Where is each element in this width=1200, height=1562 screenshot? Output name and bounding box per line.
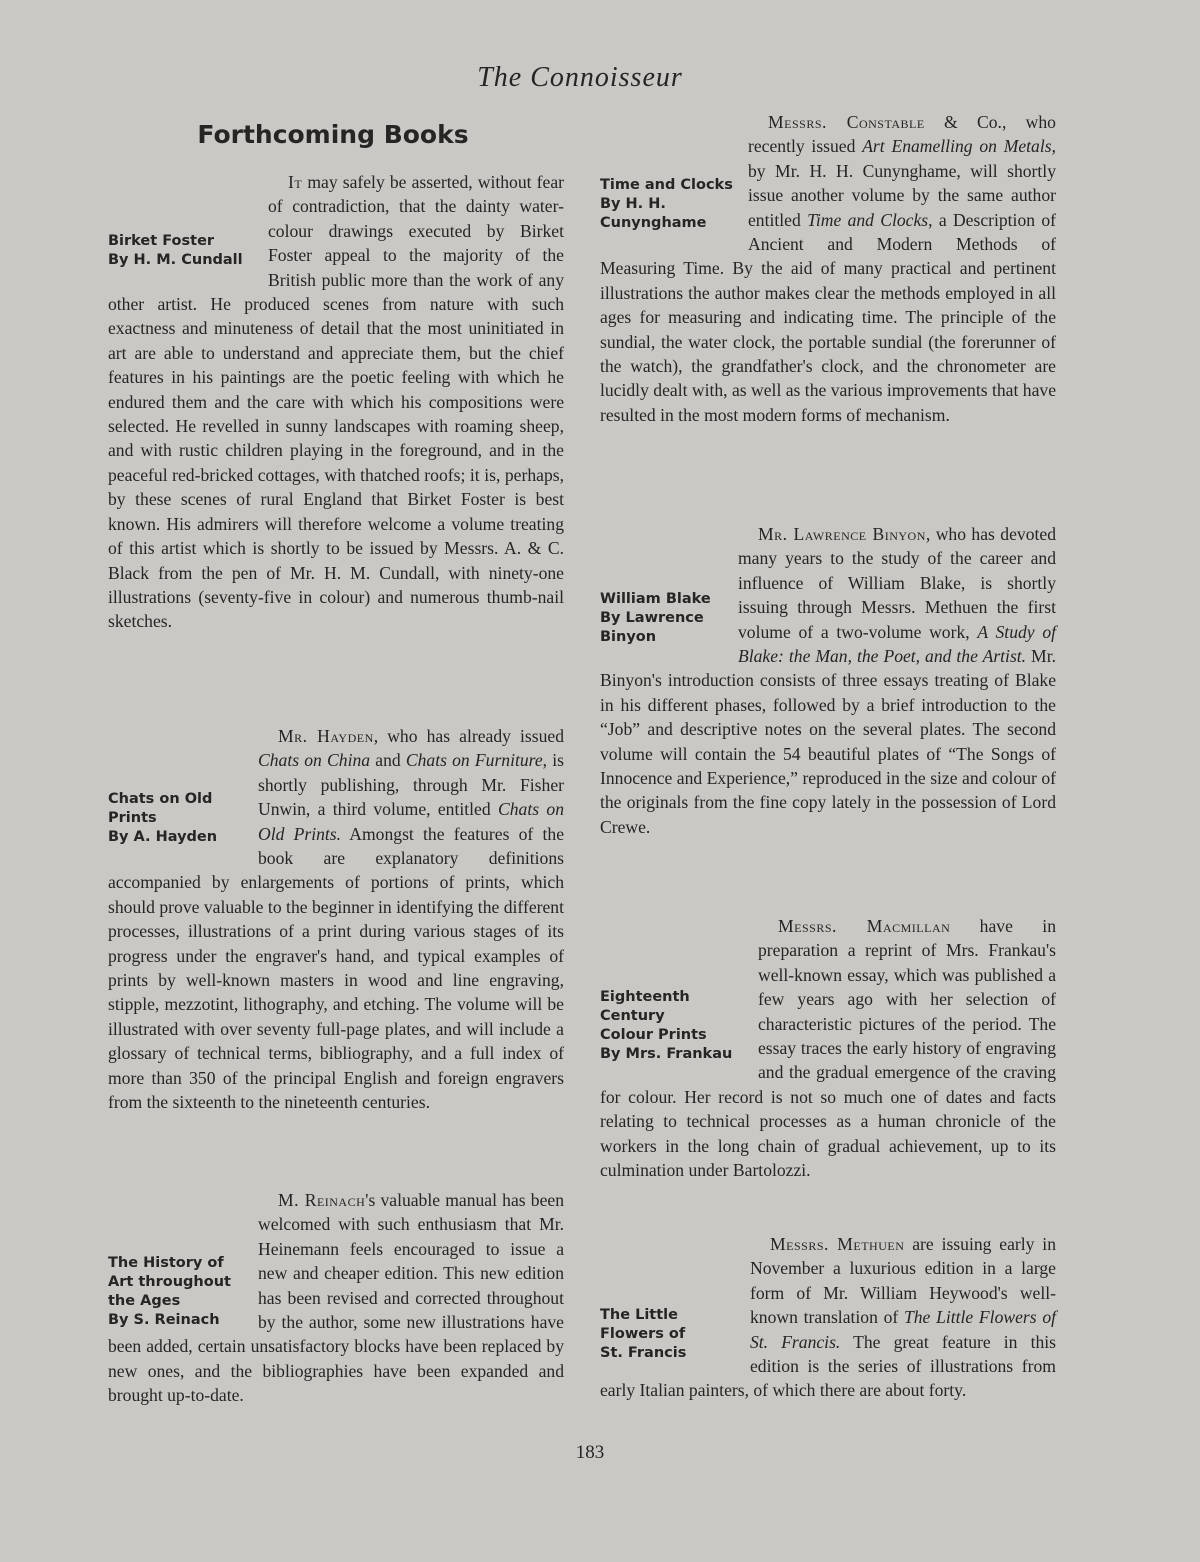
page-number: 183 <box>575 1442 605 1463</box>
article-text: Messrs. Constable & Co., who recently issued Art Enamelling on Metals, by Mr. H. H. Cunynghame, will shortly issue another volume by the same author entitled Time and Clocks, a Description of Ancient and Modern Methods of Measuring Time. By the aid of many practical and pertinent illustrations the author makes clear the methods employed in all ages for measuring and indicating time. The principle of the sundial, the water clock, the portable sundial (the forerunner of the watch), the grandfather's clock, and the chronometer are lucidly dealt with, as well as the various improvements that have resulted in the most modern forms of mechanism. <box>600 112 1056 425</box>
article-text: Messrs. Methuen are issuing early in November a luxurious edition in a large form of Mr. William Heywood's well-known translation of The Little Flowers of St. Francis. The great feature in this edition is the series of illustrations from early Italian painters, of which there are about forty. <box>600 1234 1057 1401</box>
article-birket-foster <box>108 170 564 634</box>
article-history-of-art <box>108 1188 564 1408</box>
section-heading: Forthcoming Books <box>197 120 469 149</box>
article-time-and-clocks <box>600 110 1056 427</box>
sidenote-birket-foster: Birket Foster By H. M. Cundall <box>108 233 243 268</box>
article-colour-prints <box>600 914 1056 1182</box>
article-text: It may safely be asserted, without fear of contradiction, that the dainty water-colour drawings executed by Birket Foster appeal to the majority of the British public more than the work of any other artist. He produced scenes from nature with such exactness and minuteness of detail that the most uninitiated in art are able to understand and appreciate them, but the chief features in his paintings are the poetic feeling with which he endured them and the care with which his compositions were selected. He revelled in sunny landscapes with roaming sheep, and with rustic children playing in the foreground, and in the peaceful red-bricked cottages, with thatched roofs; it is, perhaps, by these scenes of rural England that Birket Foster is best known. His admirers will therefore welcome a volume treating of this artist which is shortly to be issued by Messrs. A. & C. Black from the pen of Mr. H. M. Cundall, with ninety-one illustrations (seventy-five in colour) and numerous thumb-nail sketches. <box>108 172 564 632</box>
article-text: Mr. Lawrence Binyon, who has devoted many years to the study of the career and influence of William Blake, is shortly issuing through Messrs. Methuen the first volume of a two-volume work, A Study of Blake: the Man, the Poet, and the Artist. Mr. Binyon's introduction consists of three essays treating of Blake in his different phases, followed by a brief introduction to the “Job” and descriptive notes on the several plates. The second volume will contain the 54 beautiful plates of “The Songs of Innocence and Experience,” reproduced in the size and colour of the originals from the fine copy lately in the possession of Lord Crewe. <box>600 524 1056 837</box>
article-text: Mr. Hayden, who has already issued Chats on China and Chats on Furniture, is shortly publishing, through Mr. Fisher Unwin, a third volume, entitled Chats on Old Prints. Amongst the features of the book are explanatory definitions accompanied by enlargements of portions of prints, which should prove valuable to the beginner in identifying the different processes, illustrations of a print during various stages of its progress under the engraver's hand, and typical examples of prints by well-known masters in wood and line engraving, stipple, mezzotint, lithography, and etching. The volume will be illustrated with over seventy full-page plates, and will include a glossary of technical terms, bibliography, and a full index of more than 350 of the principal English and foreign engravers from the sixteenth to the nineteenth centuries. <box>108 726 565 1113</box>
article-little-flowers <box>600 1232 1056 1403</box>
sidenote-history-of-art: The History of Art throughout the Ages By S. Reinach <box>108 1255 231 1328</box>
running-head: The Connoisseur <box>477 62 683 93</box>
sidenote-time-and-clocks: Time and Clocks By H. H. Cunynghame <box>600 177 733 231</box>
sidenote-colour-prints: Eighteenth Century Colour Prints By Mrs. Frankau <box>600 989 733 1062</box>
sidenote-william-blake: William Blake By Lawrence Binyon <box>600 591 711 645</box>
article-text: Messrs. Macmillan have in preparation a reprint of Mrs. Frankau's well-known essay, which was published a few years ago with her selection of characteristic pictures of the period. The essay traces the early history of engraving and the gradual emergence of the craving for colour. Her record is not so much one of dates and facts relating to technical processes as a human chronicle of the workers in the long chain of gradual achievement, up to its culmination under Bartolozzi. <box>600 916 1056 1181</box>
sidenote-little-flowers: The Little Flowers of St. Francis <box>600 1307 687 1361</box>
article-chats-on-old-prints <box>108 724 564 1115</box>
sidenote-chats-on-old-prints: Chats on Old Prints By A. Hayden <box>108 791 218 845</box>
article-text: M. Reinach's valuable manual has been welcomed with such enthusiasm that Mr. Heinemann feels encouraged to issue a new and cheaper edition. This new edition has been revised and corrected throughout by the author, some new illustrations have been added, certain unsatisfactory blocks have been replaced by new ones, and the bibliographies have been expanded and brought up-to-date. <box>108 1190 564 1406</box>
article-william-blake <box>600 522 1056 839</box>
